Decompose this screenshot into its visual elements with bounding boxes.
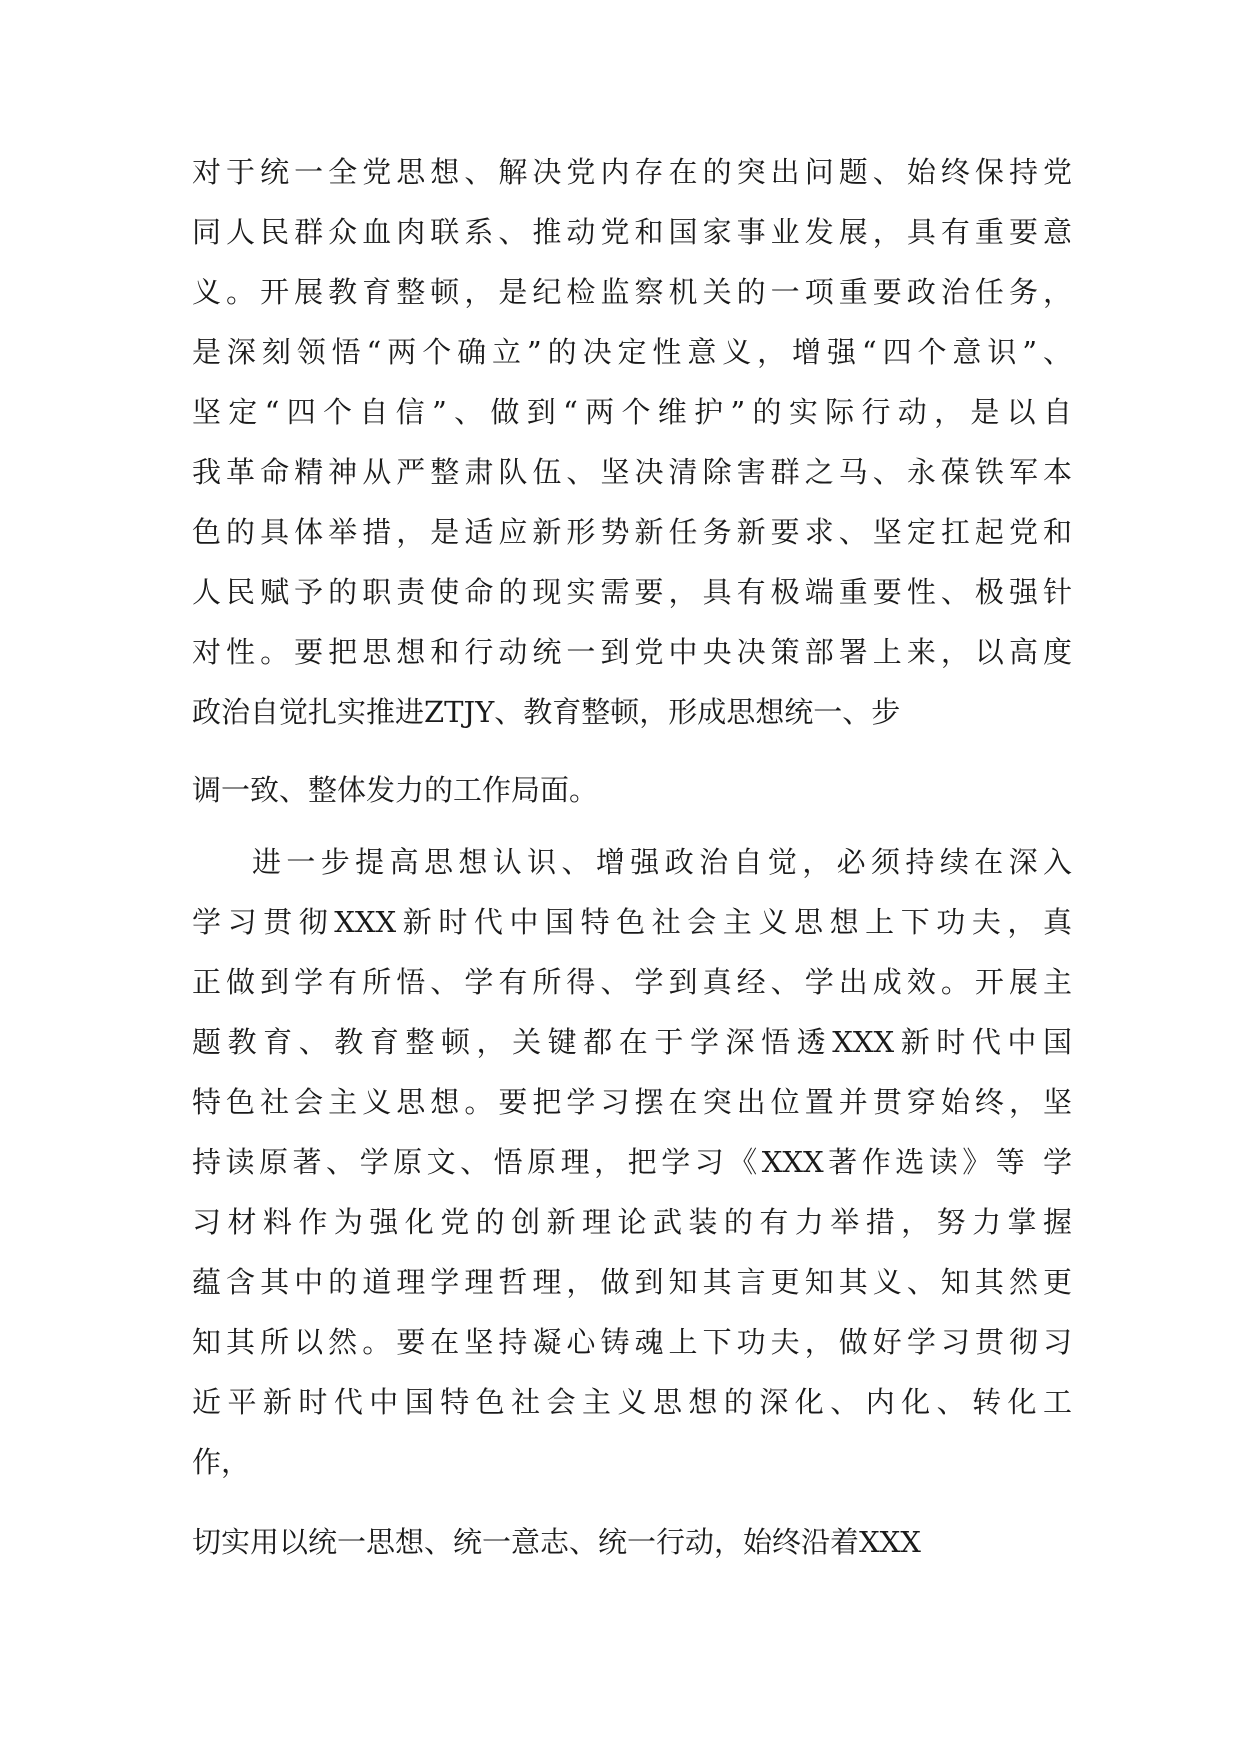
text-line-16: 特色社会主义思想。要把学习摆在突出位置并贯穿始终，坚 bbox=[192, 1085, 1072, 1119]
text-line-8: 人民赋予的职责使命的现实需要，具有极端重要性、极强针 bbox=[192, 575, 1072, 609]
paragraph-2-first-line: 进一步提高思想认识、增强政治自觉，必须持续在深入 bbox=[252, 845, 1072, 879]
text-line-18: 习材料作为强化党的创新理论武装的有力举措，努力掌握 bbox=[192, 1205, 1072, 1239]
text-line-22: 作， bbox=[192, 1445, 251, 1479]
text-line-14: 正做到学有所悟、学有所得、学到真经、学出成效。开展主 bbox=[192, 965, 1072, 999]
text-line-15: 题教育、教育整顿，关键都在于学深悟透XXX新时代中国 bbox=[192, 1025, 1072, 1059]
text-line-13: 学习贯彻XXX新时代中国特色社会主义思想上下功夫，真 bbox=[192, 905, 1072, 939]
text-line-10: 政治自觉扎实推进ZTJY、教育整顿，形成思想统一、步 bbox=[192, 695, 901, 729]
text-line-11: 调一致、整体发力的工作局面。 bbox=[192, 773, 599, 807]
text-line-6: 我革命精神从严整肃队伍、坚决清除害群之马、永葆铁军本 bbox=[192, 455, 1072, 489]
text-line-4: 是深刻领悟“两个确立”的决定性意义，增强“四个意识”、 bbox=[192, 335, 1072, 369]
text-line-17: 持读原著、学原文、悟原理，把学习《XXX著作选读》等 学 bbox=[192, 1145, 1072, 1179]
text-line-23: 切实用以统一思想、统一意志、统一行动，始终沿着XXX bbox=[192, 1525, 921, 1559]
text-line-5: 坚定“四个自信”、做到“两个维护”的实际行动，是以自 bbox=[192, 395, 1072, 429]
text-line-19: 蕴含其中的道理学理哲理，做到知其言更知其义、知其然更 bbox=[192, 1265, 1072, 1299]
text-line-1: 对于统一全党思想、解决党内存在的突出问题、始终保持党 bbox=[192, 155, 1072, 189]
text-line-3: 义。开展教育整顿，是纪检监察机关的一项重要政治任务， bbox=[192, 275, 1072, 309]
text-line-20: 知其所以然。要在坚持凝心铸魂上下功夫，做好学习贯彻习 bbox=[192, 1325, 1072, 1359]
text-line-7: 色的具体举措，是适应新形势新任务新要求、坚定扛起党和 bbox=[192, 515, 1072, 549]
text-line-2: 同人民群众血肉联系、推动党和国家事业发展，具有重要意 bbox=[192, 215, 1072, 249]
text-line-21: 近平新时代中国特色社会主义思想的深化、内化、转化工 bbox=[192, 1385, 1072, 1419]
text-line-9: 对性。要把思想和行动统一到党中央决策部署上来，以高度 bbox=[192, 635, 1072, 669]
